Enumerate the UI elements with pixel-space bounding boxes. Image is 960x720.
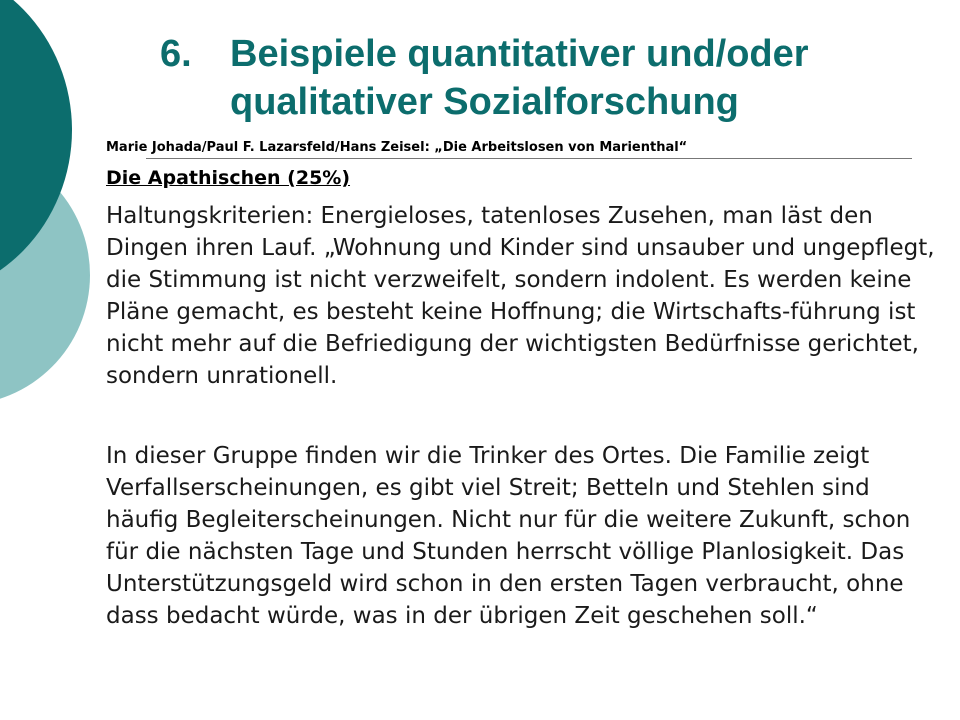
title-number: 6. xyxy=(160,33,192,75)
slide-title xyxy=(160,30,950,126)
source-citation: Marie Johada/Paul F. Lazarsfeld/Hans Zeisel: „Die Arbeitslosen von Marienthal“ xyxy=(106,140,688,155)
body-paragraph-2: In dieser Gruppe finden wir die Trinker des Ortes. Die Familie zeigt Verfallserscheinungen, es gibt viel Streit; Betteln und Stehlen sind häufig Begleiterscheinungen. Nicht nur für die weitere Zukunft, schon für die nächsten Tage und Stunden herrscht völlige Planlosigkeit. Das Unterstützungsgeld wird schon in den ersten Tagen verbraucht, ohne dass bedacht würde, was in der übrigen Zeit geschehen soll.“ xyxy=(106,443,911,629)
section-heading: Die Apathischen (25%) xyxy=(106,167,351,189)
body-paragraph-1: Haltungskriterien: Energieloses, tatenloses Zusehen, man läst den Dingen ihren Lauf. „Wohnung und Kinder sind unsauber und ungepflegt, die Stimmung ist nicht verzweifelt, sondern indolent. Es werden keine Pläne gemacht, es besteht keine Hoffnung; die Wirtschafts-führung ist nicht mehr auf die Befriedigung der wichtigsten Bedürfnisse gerichtet, sondern unrationell. xyxy=(106,203,935,389)
divider-line xyxy=(146,158,912,159)
title-text: Beispiele quantitativer und/oder qualitativer Sozialforschung xyxy=(230,33,809,123)
